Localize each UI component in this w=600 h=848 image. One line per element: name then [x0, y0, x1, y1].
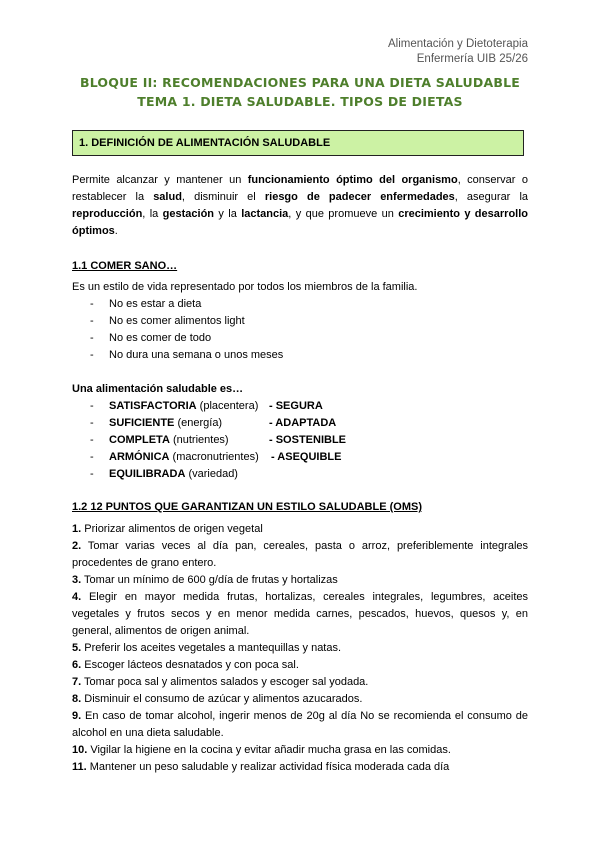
- paragraph-text: .: [114, 225, 118, 237]
- item-text: Tomar un mínimo de 600 g/día de frutas y hortalizas: [81, 574, 338, 586]
- list-item: [90, 449, 346, 466]
- numbered-item: [72, 572, 528, 589]
- title-topic: TEMA 1. DIETA SALUDABLE. TIPOS DE DIETAS: [137, 94, 463, 109]
- item-number: 10.: [72, 744, 88, 756]
- list-item-text: No dura una semana o unos meses: [109, 349, 284, 361]
- alimentacion-lead: [72, 381, 528, 398]
- emphasis-text: funcionamiento óptimo del organismo: [247, 174, 458, 186]
- numbered-item: [72, 640, 528, 657]
- list-item-text: No es comer alimentos light: [109, 315, 245, 327]
- list-item: [90, 466, 346, 483]
- item-number: 11.: [72, 761, 87, 773]
- item-number: 4.: [72, 591, 82, 603]
- subheading: 1.1 COMER SANO…: [72, 260, 178, 272]
- bullet-dash: -: [90, 468, 94, 480]
- quality-name: ARMÓNICA: [109, 451, 170, 463]
- numbered-item: [72, 759, 528, 776]
- numbered-item: [72, 674, 528, 691]
- item-text: Tomar poca sal y alimentos salados y escoger sal yodada.: [81, 676, 369, 688]
- comer-sano-list: [90, 296, 283, 364]
- item-text: Tomar varias veces al día pan, cereales, pasta o arroz, preferiblemente integrales procedentes de grano entero.: [72, 540, 528, 569]
- list-item-text: No es comer de todo: [109, 332, 212, 344]
- item-number: 5.: [72, 642, 82, 654]
- item-text: Vigilar la higiene en la cocina y evitar añadir mucha grasa en las comidas.: [87, 744, 451, 756]
- quality-term: [109, 432, 269, 449]
- bullet-dash: -: [90, 451, 94, 463]
- paragraph-text: y la: [214, 208, 242, 220]
- paragraph-text: , asegurar la: [454, 191, 529, 203]
- emphasis-text: crecimiento y desarrollo óptimos: [72, 208, 528, 237]
- numbered-item: [72, 589, 528, 640]
- item-text: Priorizar alimentos de origen vegetal: [81, 523, 263, 535]
- section-heading-box: [72, 130, 524, 156]
- document-title: [0, 73, 600, 111]
- numbered-item: [72, 657, 528, 674]
- paragraph-text: , disminuir el: [181, 191, 265, 203]
- subheading: 1.2 12 PUNTOS QUE GARANTIZAN UN ESTILO SALUDABLE (OMS): [72, 501, 422, 513]
- comer-sano-heading: [72, 258, 528, 275]
- list-item: [90, 313, 283, 330]
- puntos-list: [72, 521, 528, 776]
- comer-sano-lead: Es un estilo de vida representado por todos los miembros de la familia.: [72, 281, 418, 293]
- item-number: 2.: [72, 540, 82, 552]
- numbered-item: [72, 691, 528, 708]
- numbered-item: [72, 521, 528, 538]
- paragraph-text: , conservar o restablecer la: [72, 174, 528, 203]
- document-header: [388, 37, 528, 67]
- emphasis-text: gestación: [162, 208, 215, 220]
- alimentacion-list: [90, 398, 346, 483]
- list-item: [90, 330, 283, 347]
- quality-note: (variedad): [185, 468, 238, 480]
- list-item: [90, 296, 283, 313]
- header-course: Alimentación y Dietoterapia: [388, 38, 528, 50]
- quality-right: - SOSTENIBLE: [269, 434, 347, 446]
- item-number: 7.: [72, 676, 82, 688]
- list-item-text: No es estar a dieta: [109, 298, 202, 310]
- paragraph-text: Permite alcanzar y mantener un: [72, 174, 248, 186]
- item-number: 8.: [72, 693, 82, 705]
- bullet-dash: -: [90, 315, 94, 327]
- list-item: [90, 398, 346, 415]
- item-text: Escoger lácteos desnatados y con poca sal.: [81, 659, 299, 671]
- item-number: 3.: [72, 574, 82, 586]
- list-item: [90, 432, 346, 449]
- item-text: Mantener un peso saludable y realizar actividad física moderada cada día: [86, 761, 450, 773]
- item-text: Preferir los aceites vegetales a mantequillas y natas.: [81, 642, 342, 654]
- quality-note: (nutrientes): [169, 434, 229, 446]
- numbered-item: [72, 538, 528, 572]
- quality-right: - ADAPTADA: [269, 417, 337, 429]
- header-program: Enfermería UIB 25/26: [416, 53, 528, 65]
- bullet-dash: -: [90, 332, 94, 344]
- numbered-item: [72, 742, 528, 759]
- quality-note: (placentera): [196, 400, 259, 412]
- list-item: [90, 347, 283, 364]
- item-number: 9.: [72, 710, 82, 722]
- bullet-dash: -: [90, 434, 94, 446]
- emphasis-text: lactancia: [241, 208, 289, 220]
- quality-term: [109, 466, 269, 483]
- quality-term: [109, 415, 269, 432]
- emphasis-text: reproducción: [72, 208, 143, 220]
- quality-right: - ASEQUIBLE: [271, 451, 342, 463]
- emphasis-text: riesgo de padecer enfermedades: [264, 191, 455, 203]
- list-item: [90, 415, 346, 432]
- bullet-dash: -: [90, 417, 94, 429]
- quality-term: [109, 449, 269, 466]
- alimentacion-lead-text: Una alimentación saludable es…: [72, 383, 244, 395]
- item-text: En caso de tomar alcohol, ingerir menos de 20g al día No se recomienda el consumo de alcohol en una dieta saludable.: [72, 710, 528, 739]
- item-number: 6.: [72, 659, 82, 671]
- numbered-item: [72, 708, 528, 742]
- quality-name: EQUILIBRADA: [109, 468, 186, 480]
- quality-note: (energía): [174, 417, 223, 429]
- paragraph-text: , la: [142, 208, 163, 220]
- quality-name: SUFICIENTE: [109, 417, 175, 429]
- quality-term: [109, 398, 269, 415]
- quality-name: SATISFACTORIA: [109, 400, 197, 412]
- title-block: BLOQUE II: RECOMENDACIONES PARA UNA DIETA SALUDABLE: [79, 75, 520, 90]
- section-heading: 1. DEFINICIÓN DE ALIMENTACIÓN SALUDABLE: [79, 137, 331, 149]
- bullet-dash: -: [90, 298, 94, 310]
- item-number: 1.: [72, 523, 82, 535]
- definition-paragraph: [72, 172, 528, 240]
- emphasis-text: salud: [153, 191, 182, 203]
- item-text: Elegir en mayor medida frutas, hortalizas, cereales integrales, legumbres, aceites vegetales y frutos secos y en menor medida carnes, pescados, huevos, quesos y, en general, alimentos de origen animal.: [72, 591, 528, 637]
- bullet-dash: -: [90, 349, 94, 361]
- quality-note: (macronutrientes): [169, 451, 259, 463]
- item-text: Disminuir el consumo de azúcar y alimentos azucarados.: [81, 693, 363, 705]
- quality-name: COMPLETA: [109, 434, 170, 446]
- bullet-dash: -: [90, 400, 94, 412]
- quality-right: - SEGURA: [269, 400, 323, 412]
- paragraph-text: , y que promueve un: [288, 208, 399, 220]
- puntos-heading: [72, 499, 528, 516]
